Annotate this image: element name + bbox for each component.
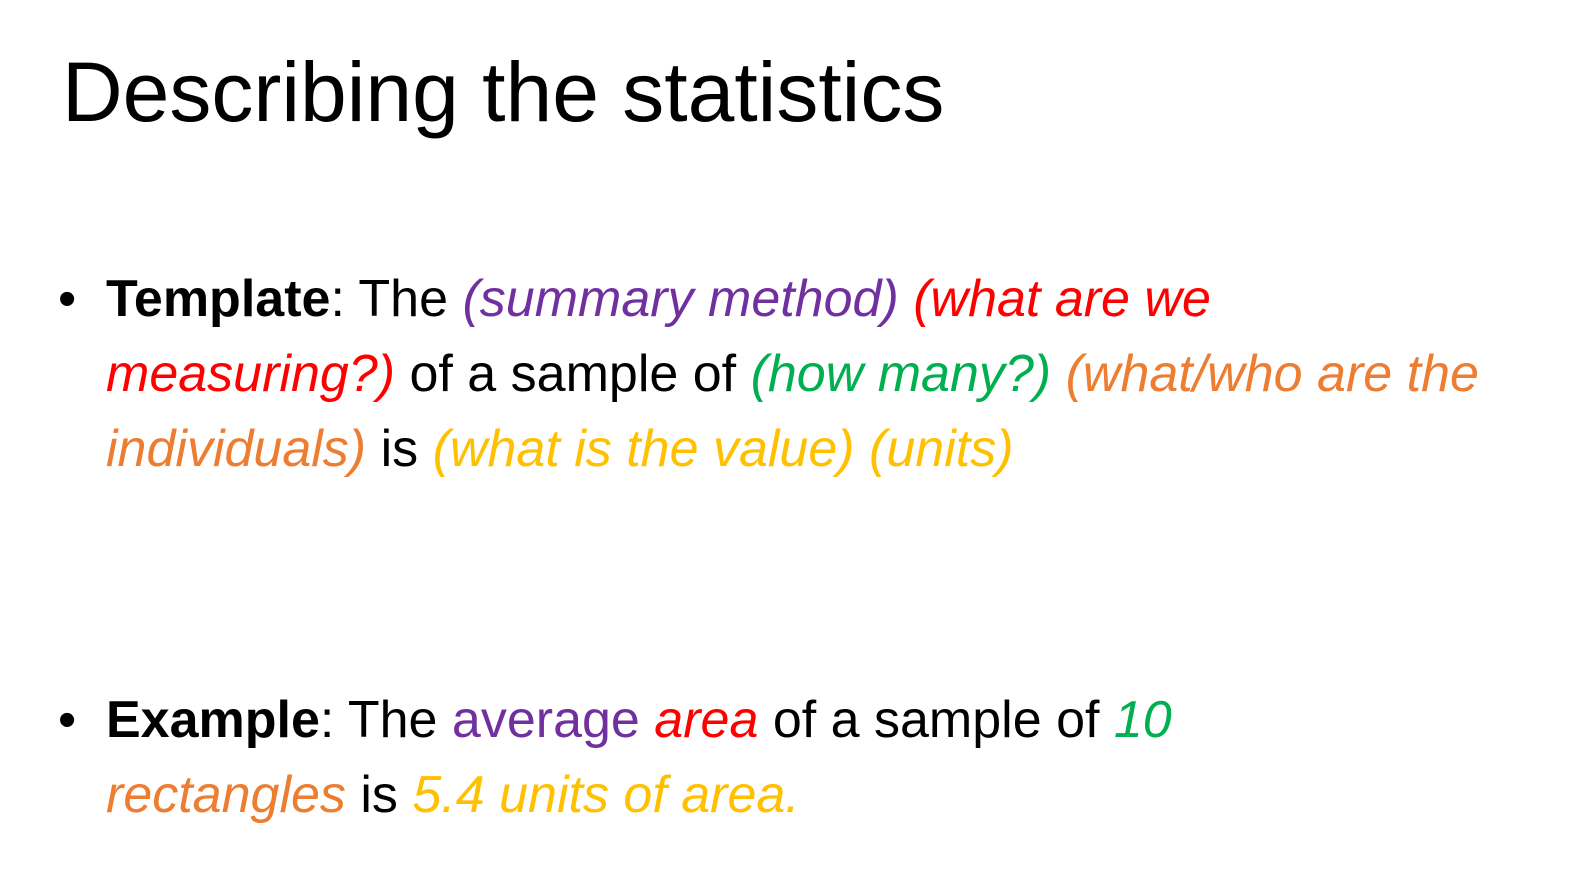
template-of-sample: of a sample of <box>409 345 737 403</box>
bullet-example <box>58 683 1486 833</box>
template-label: Template <box>106 270 331 328</box>
template-summary-method: (summary method) <box>462 270 899 328</box>
bullet-dot: • <box>58 691 77 749</box>
template-sep: : The <box>330 270 463 328</box>
example-measuring: area <box>654 691 759 749</box>
example-individuals: rectangles <box>106 766 346 824</box>
bullet-template <box>58 262 1486 487</box>
template-individuals: (what/who are the individuals) <box>106 345 1479 478</box>
example-value-units: 5.4 units of area. <box>412 766 800 824</box>
template-how-many: (how many?) <box>750 345 1052 403</box>
example-is: is <box>360 766 398 824</box>
slide-title: Describing the statistics <box>62 45 945 139</box>
example-sep: : The <box>319 691 452 749</box>
example-of-sample: of a sample of <box>772 691 1100 749</box>
template-is: is <box>380 420 419 478</box>
bullet-dot: • <box>58 270 77 328</box>
template-value: (what is the value) <box>432 420 855 478</box>
template-measuring: (what are we measuring?) <box>106 270 1211 403</box>
example-summary-method: average <box>451 691 640 749</box>
template-units: (units) <box>869 420 1014 478</box>
example-label: Example <box>106 691 320 749</box>
example-how-many: 10 <box>1113 691 1172 749</box>
